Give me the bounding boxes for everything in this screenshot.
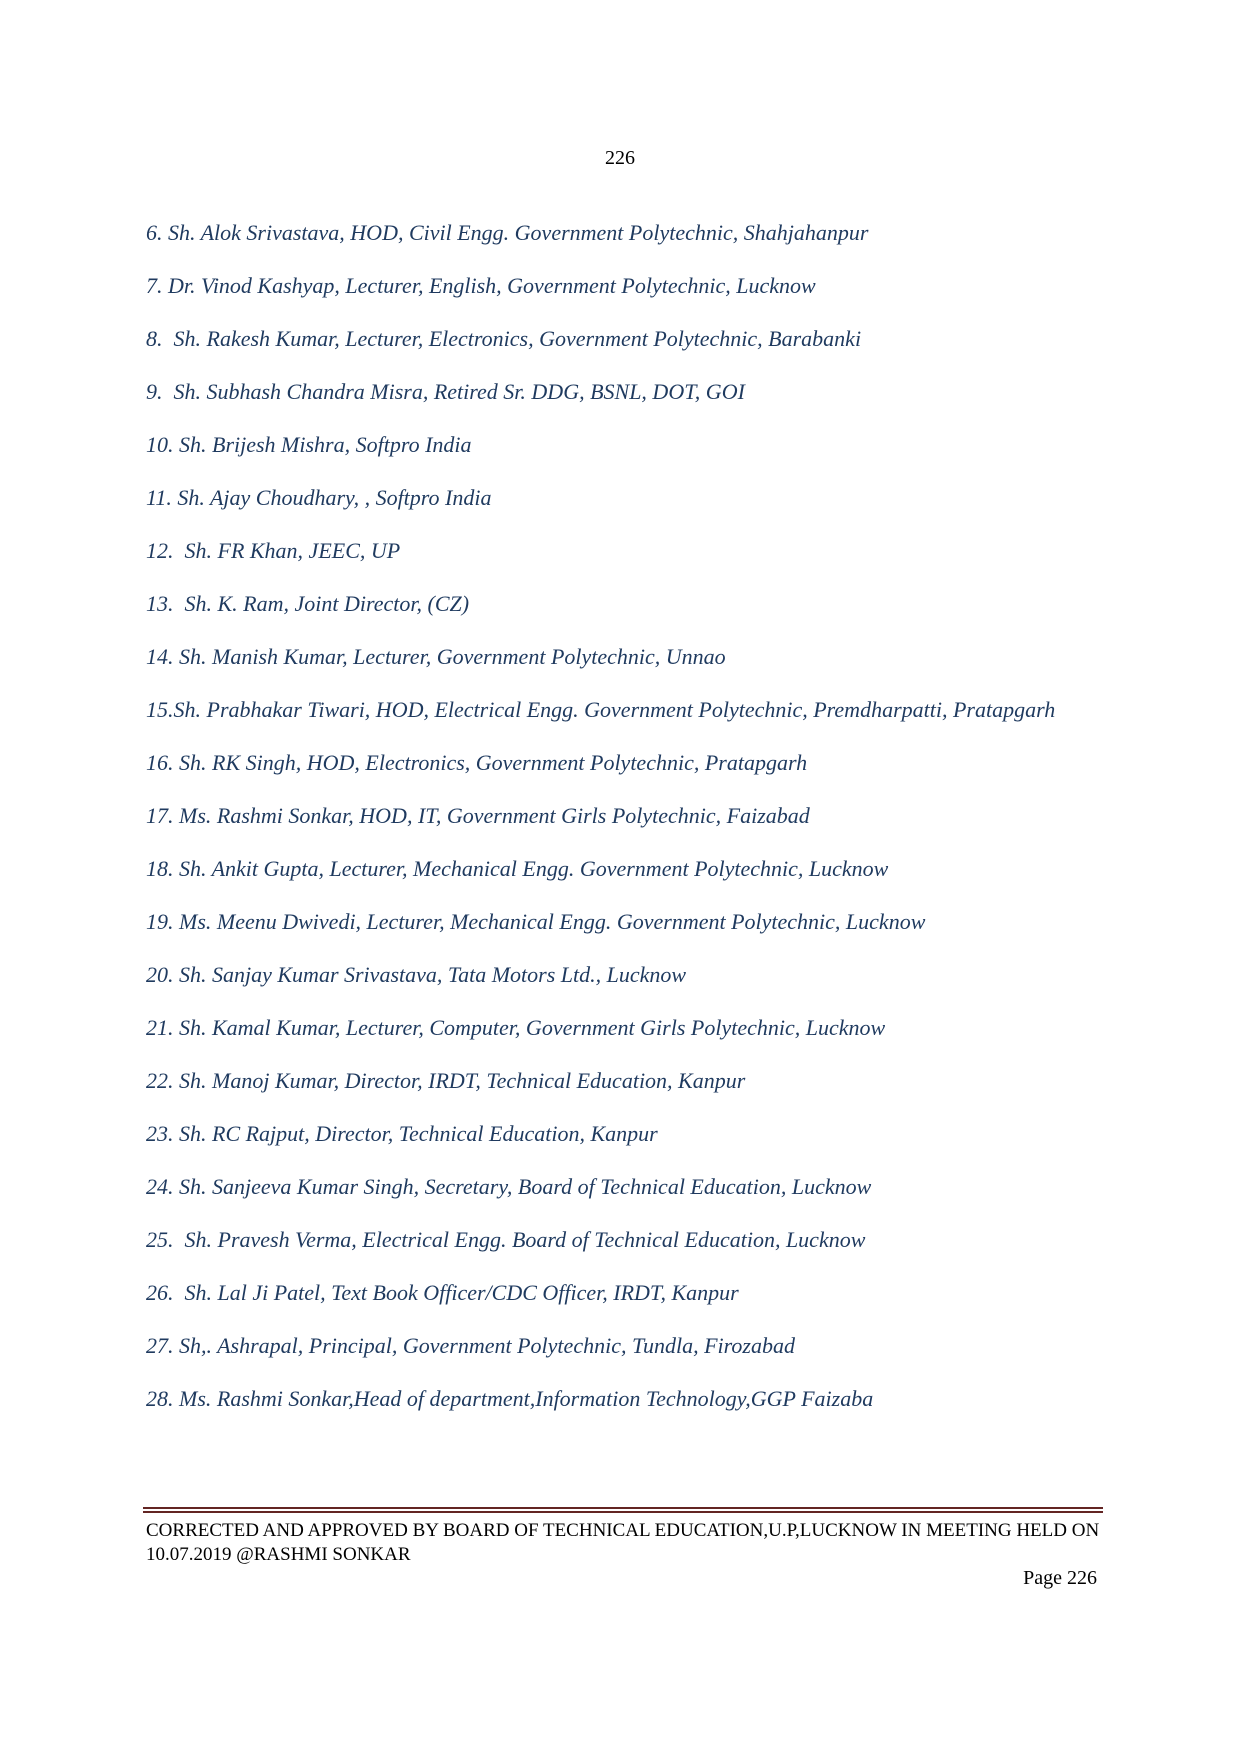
list-item: 28. Ms. Rashmi Sonkar,Head of department,Information Technology,GGP Faizaba	[146, 1386, 874, 1411]
list-item: 26. Sh. Lal Ji Patel, Text Book Officer/CDC Officer, IRDT, Kanpur	[146, 1280, 739, 1305]
list-item: 12. Sh. FR Khan, JEEC, UP	[146, 538, 401, 563]
list-item: 15.Sh. Prabhakar Tiwari, HOD, Electrical Engg. Government Polytechnic, Premdharpatti, Pratapgarh	[146, 697, 1056, 722]
page-number-bottom: Page 226	[1023, 1567, 1097, 1589]
list-item: 16. Sh. RK Singh, HOD, Electronics, Government Polytechnic, Pratapgarh	[146, 750, 808, 775]
list-item: 11. Sh. Ajay Choudhary, , Softpro India	[146, 485, 492, 510]
list-item: 6. Sh. Alok Srivastava, HOD, Civil Engg. Government Polytechnic, Shahjahanpur	[146, 220, 869, 245]
list-item: 21. Sh. Kamal Kumar, Lecturer, Computer, Government Girls Polytechnic, Lucknow	[146, 1015, 886, 1040]
list-item: 10. Sh. Brijesh Mishra, Softpro India	[146, 432, 472, 457]
list-item: 13. Sh. K. Ram, Joint Director, (CZ)	[146, 591, 470, 616]
list-item: 27. Sh,. Ashrapal, Principal, Government Polytechnic, Tundla, Firozabad	[146, 1333, 795, 1358]
list-item: 23. Sh. RC Rajput, Director, Technical Education, Kanpur	[146, 1121, 658, 1146]
footer-approval-note: CORRECTED AND APPROVED BY BOARD OF TECHNICAL EDUCATION,U.P,LUCKNOW IN MEETING HELD ON 10.07.2019 @RASHMI SONKAR	[146, 1520, 1100, 1565]
list-item: 19. Ms. Meenu Dwivedi, Lecturer, Mechanical Engg. Government Polytechnic, Lucknow	[146, 909, 926, 934]
footer-divider	[143, 1507, 1103, 1513]
list-item: 7. Dr. Vinod Kashyap, Lecturer, English, Government Polytechnic, Lucknow	[146, 273, 816, 298]
list-item: 22. Sh. Manoj Kumar, Director, IRDT, Technical Education, Kanpur	[146, 1068, 746, 1093]
member-list	[146, 216, 1106, 1435]
list-item: 18. Sh. Ankit Gupta, Lecturer, Mechanical Engg. Government Polytechnic, Lucknow	[146, 856, 889, 881]
list-item: 9. Sh. Subhash Chandra Misra, Retired Sr. DDG, BSNL, DOT, GOI	[146, 379, 745, 404]
list-item: 20. Sh. Sanjay Kumar Srivastava, Tata Motors Ltd., Lucknow	[146, 962, 687, 987]
list-item: 25. Sh. Pravesh Verma, Electrical Engg. Board of Technical Education, Lucknow	[146, 1227, 866, 1252]
list-item: 24. Sh. Sanjeeva Kumar Singh, Secretary, Board of Technical Education, Lucknow	[146, 1174, 872, 1199]
list-item: 8. Sh. Rakesh Kumar, Lecturer, Electronics, Government Polytechnic, Barabanki	[146, 326, 862, 351]
list-item: 17. Ms. Rashmi Sonkar, HOD, IT, Government Girls Polytechnic, Faizabad	[146, 803, 810, 828]
list-item: 14. Sh. Manish Kumar, Lecturer, Government Polytechnic, Unnao	[146, 644, 726, 669]
page-number-top: 226	[605, 147, 635, 169]
